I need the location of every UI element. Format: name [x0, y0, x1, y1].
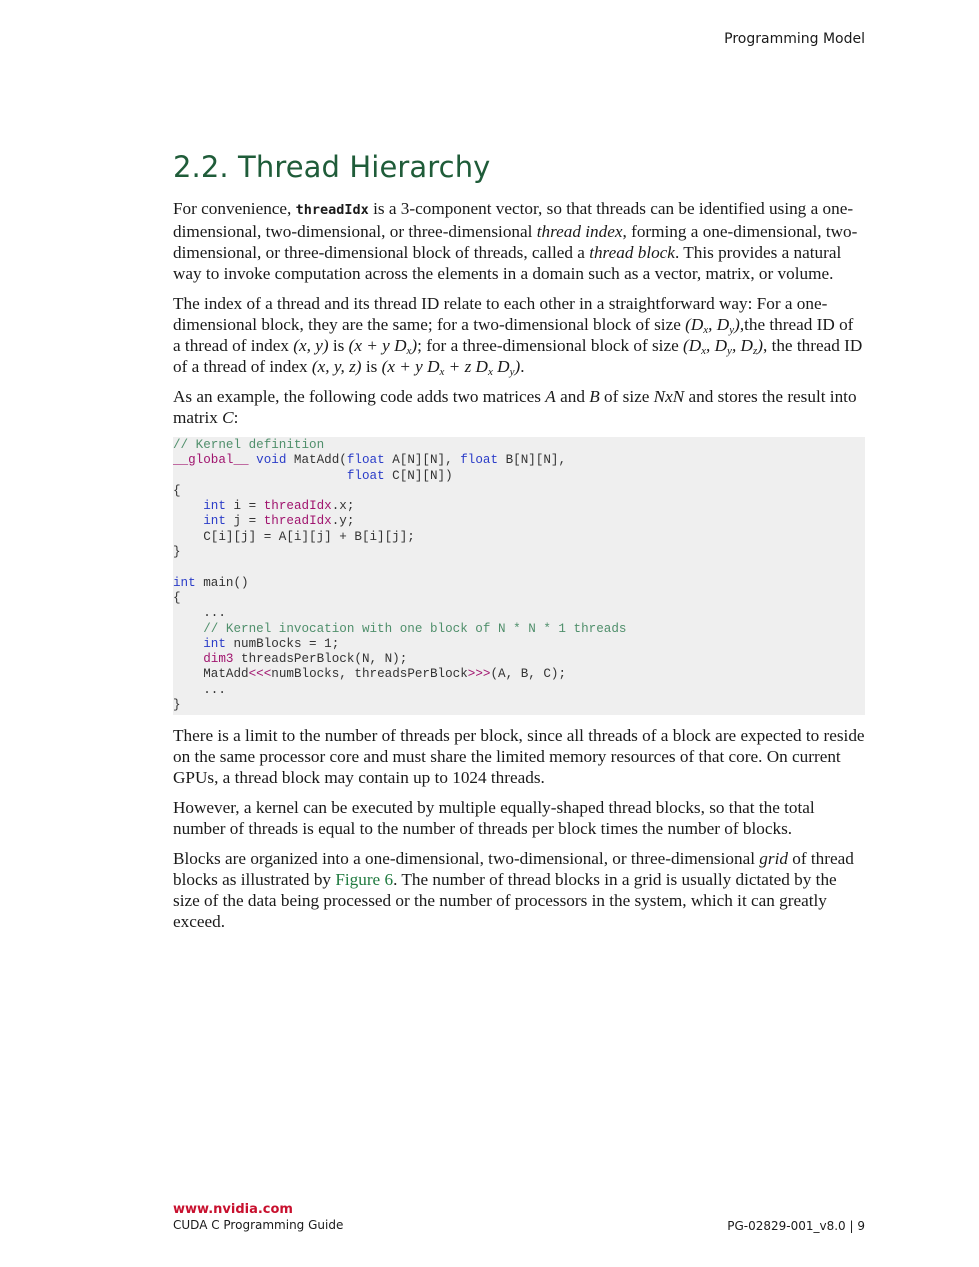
code-block: // Kernel definition __global__ void MatAdd(float A[N][N], float B[N][N], float C[N][N]) { int i = threadIdx.x; int j = threadIdx.y; C[i][j] = A[i][j] + B[i][j]; } int main() { ... // Kernel invocation with one block of N * N * 1 threads int numBlocks = 1; dim3 threadsPerBlock(N, N); MatAdd<<<numBlocks, threadsPerBlock>>>(A, B, C); ... } — [173, 437, 865, 715]
footer-doc-title: CUDA C Programming Guide — [173, 1218, 344, 1232]
footer-left — [173, 1202, 343, 1233]
paragraph-grid: Blocks are organized into a one-dimensional, two-dimensional, or three-dimensional grid of thread blocks as illustrated by Figure 6. The number of thread blocks in a grid is usually dictated by the size of the data being processed or the number of processors in the system, which it can greatly exceed. — [173, 849, 854, 932]
page-content — [173, 150, 865, 941]
footer-site-link[interactable]: www.nvidia.com — [173, 1202, 293, 1217]
inline-code: threadIdx — [295, 202, 369, 218]
paragraph-example-intro: As an example, the following code adds two matrices A and B of size NxN and stores the result into matrix C: — [173, 387, 857, 427]
paragraph-block-limit: There is a limit to the number of threads per block, since all threads of a block are expected to reside on the same processor core and must share the limited memory resources of that core. On current GPUs, a thread block may contain up to 1024 threads. — [173, 726, 865, 788]
paragraph-thread-index: For convenience, threadIdx is a 3-component vector, so that threads can be identified using a one-dimensional, two-dimensional, or three-dimensional thread index, forming a one-dimensional, two-dimensional, or three-dimensional block of threads, called a thread block. This provides a natural way to invoke computation across the elements in a domain such as a vector, matrix, or volume. — [173, 199, 858, 283]
footer-page-number: PG-02829-001_v8.0 | 9 — [727, 1219, 865, 1233]
figure-6-link[interactable]: Figure 6 — [335, 870, 394, 890]
paragraph-thread-id: The index of a thread and its thread ID relate to each other in a straightforward way: For a one-dimensional block, they are the same; for a two-dimensional block of size ($D_x$, $D_y),the$ thread ID of a thread of index (x, y) is (x + y $D_x$); for a three-dimensional block of size ($D_x$, $D_y$, $D_z$), the thread ID of a thread of index (x, y, z) is (x + y $D_x + z$ $D_x$ $D_y$). — [173, 294, 863, 378]
paragraph-multiple-blocks: However, a kernel can be executed by multiple equally-shaped thread blocks, so that the total number of threads is equal to the number of threads per block times the number of blocks. — [173, 798, 815, 839]
running-header: Programming Model — [724, 31, 865, 47]
section-title: 2.2. Thread Hierarchy — [173, 150, 491, 184]
